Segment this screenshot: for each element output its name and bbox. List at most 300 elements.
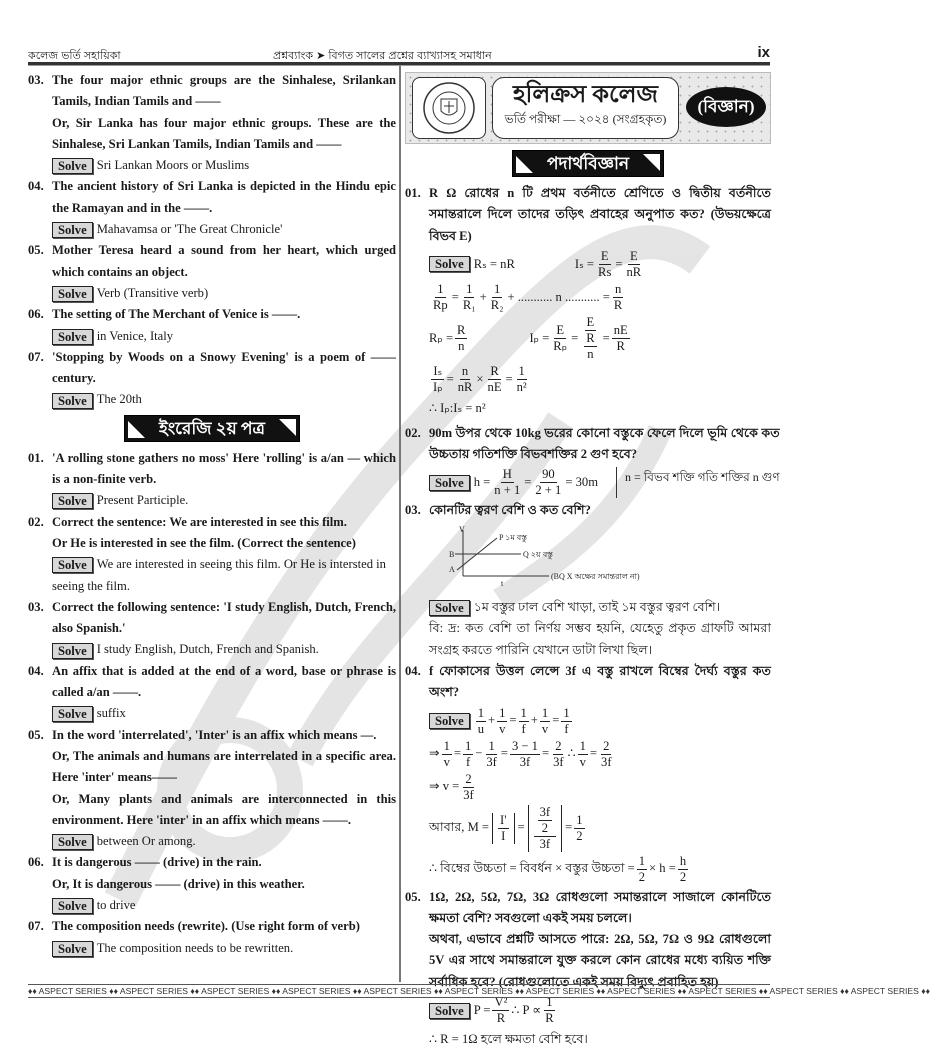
math-text: Rₚ = — [429, 330, 454, 345]
denominator — [515, 380, 529, 395]
math-text: I' — [500, 812, 507, 827]
fraction — [456, 364, 475, 395]
absolute-value — [492, 813, 514, 844]
math-text: 3 − 1 — [511, 738, 538, 753]
math-text: Rp — [433, 297, 448, 312]
math-text: f — [521, 721, 526, 736]
math-text: Rs — [598, 264, 612, 279]
denominator — [678, 870, 688, 885]
x-axis-label: t — [501, 578, 504, 588]
math-text: R — [616, 338, 625, 353]
math-text: = — [552, 713, 560, 728]
answer-text: in Venice, Italy — [96, 328, 174, 343]
math-text: = — [451, 289, 459, 304]
math-text: u — [477, 721, 484, 736]
question-number: 02. — [405, 425, 421, 440]
question — [28, 725, 396, 853]
math-text: 3f — [463, 787, 474, 802]
denominator — [543, 1011, 555, 1026]
math-text: Iₚ = — [529, 330, 550, 345]
numerator — [463, 739, 473, 755]
numerator — [538, 805, 553, 821]
math-text: + ........... n ........... = — [507, 289, 610, 304]
math-line — [429, 706, 771, 737]
math-text: I — [501, 828, 506, 843]
math-text: 2 — [679, 869, 687, 884]
math-text: Iₛ — [433, 363, 443, 378]
math-line — [429, 995, 771, 1026]
math-text: = — [615, 256, 623, 271]
denominator — [612, 298, 624, 313]
math-text: nR — [626, 264, 642, 279]
fraction — [540, 706, 550, 737]
numerator — [574, 813, 584, 829]
math-text: = — [517, 820, 525, 835]
numerator — [540, 706, 550, 722]
math-text: ⇒ — [429, 746, 440, 761]
question-body — [429, 423, 780, 501]
answer-line — [52, 639, 396, 660]
fraction — [534, 805, 557, 852]
math-text: R₂ — [490, 297, 504, 312]
math-text: n — [587, 346, 594, 361]
denominator — [476, 722, 486, 737]
solve-badge[interactable]: Solve — [52, 329, 93, 345]
point-a-label: A — [449, 564, 455, 574]
math-text: 2 — [603, 738, 610, 753]
footer-strip: ♦♦ ASPECT SERIES ♦♦ ASPECT SERIES ♦♦ ASPECT SERIES ♦♦ ASPECT SERIES ♦♦ ASPECT SERIES ♦♦ ASPECT SERIES ♦♦ ASPECT SERIES ♦♦ ASPECT SERIES ♦♦ ASPECT SERIES ♦♦ ASPECT SERIES ♦♦ ASPECT SERIES ♦♦ — [28, 986, 930, 996]
math-text: 1 — [520, 705, 527, 720]
college-name-box — [492, 77, 679, 139]
fraction — [637, 854, 647, 885]
question-body — [52, 240, 396, 304]
answer-text: between Or among. — [96, 834, 196, 849]
math-text: 2 + 1 — [535, 483, 562, 498]
solve-badge[interactable]: Solve — [429, 475, 470, 491]
fraction — [543, 995, 555, 1026]
denominator — [615, 339, 627, 354]
denominator — [492, 483, 522, 498]
math-line — [429, 772, 771, 803]
math-text: × h = — [649, 861, 676, 876]
numerator — [517, 364, 527, 380]
answer-text: Verb (Transitive verb) — [96, 285, 209, 300]
math-text: 2 — [465, 771, 472, 786]
denominator — [486, 380, 504, 395]
answer-text: Sri Lankan Moors or Muslims — [96, 158, 250, 173]
denominator — [484, 755, 499, 770]
question-number: 03. — [405, 503, 421, 518]
solve-badge[interactable]: Solve — [429, 1003, 470, 1019]
answer-line — [52, 490, 396, 511]
denominator — [533, 483, 563, 498]
math-text: 1 — [477, 705, 484, 720]
question-text: R Ω রোধের n টি প্রথম বর্তনীতে শ্রেণিতে ও দ্বিতীয় বর্তনীতে সমান্তরালে দিলে তাদের তড়িৎ প্রবাহের অনুপাত কত? (উভয়ক্ষেত্রে বিভব E) — [429, 186, 771, 243]
math-text: R — [457, 322, 466, 337]
question-text: The ancient history of Sri Lanka is depicted in the Hindu epic the Ramayan and in the ——. — [52, 179, 396, 215]
numerator — [599, 249, 611, 265]
numerator — [464, 282, 474, 298]
question-body — [52, 304, 396, 347]
denominator — [578, 755, 588, 770]
numerator — [435, 282, 445, 298]
question-text: Correct the sentence: We are interested in see this film. — [52, 514, 347, 529]
math-text: v — [541, 721, 549, 736]
numerator — [612, 323, 630, 339]
math-text: 1 — [576, 812, 583, 827]
math-text: nE — [487, 379, 502, 394]
question-body — [52, 448, 396, 512]
math-text: v — [579, 754, 586, 769]
stream-badge: (বিজ্ঞান) — [686, 87, 766, 127]
fraction — [596, 249, 613, 280]
math-text: = — [565, 820, 573, 835]
book-title: কলেজ ভর্তি সহায়িকা — [28, 50, 121, 62]
math-text: ∴ Iₚ:Iₛ = n² — [429, 401, 486, 416]
denominator — [540, 821, 550, 836]
math-text: 1 — [579, 738, 586, 753]
question-text: In the word 'interrelated', 'Inter' is an affix which means —. — [52, 727, 377, 742]
numerator — [540, 467, 557, 483]
exam-subtitle: ভর্তি পরীক্ষা — ২০২৪ (সংগ্রহকৃত) — [504, 112, 667, 126]
math-text: ∴ বিম্বের উচ্চতা = বিবর্ধন × বস্তুর উচ্চতা = — [429, 861, 635, 876]
math-text: ∴ — [567, 746, 576, 761]
numerator — [442, 739, 452, 755]
math-text: 1 — [488, 738, 495, 753]
question-body — [52, 512, 396, 597]
math-text: 2 — [638, 869, 646, 884]
question-text: কোনটির ত্বরণ বেশি ও কত বেশি? — [429, 503, 591, 518]
math-text: + — [530, 713, 538, 728]
math-text: H — [502, 467, 512, 482]
question — [405, 423, 780, 501]
fraction — [455, 323, 467, 354]
math-text: f — [564, 721, 569, 736]
math-text: 3f — [539, 836, 551, 851]
question-number: 04. — [28, 179, 44, 194]
subject-title: পদার্থবিজ্ঞান — [546, 153, 630, 173]
absolute-value — [528, 805, 563, 852]
denominator — [520, 722, 528, 737]
denominator — [562, 722, 570, 737]
fraction — [538, 805, 553, 836]
section-title: ইংরেজি ২য় পত্র — [158, 418, 265, 438]
math-text: Iₛ = — [574, 256, 595, 271]
page-number: ix — [757, 44, 770, 61]
subject-banner — [405, 150, 771, 177]
numerator — [519, 706, 529, 722]
math-text: 1 — [546, 995, 553, 1010]
banner-box — [124, 415, 300, 442]
math-text: R₁ — [462, 297, 476, 312]
math-text: = — [524, 475, 532, 490]
solve-badge[interactable]: Solve — [52, 493, 93, 509]
question — [28, 661, 396, 725]
solve-badge[interactable]: Solve — [52, 941, 93, 957]
question-number: 06. — [28, 307, 44, 322]
denominator — [456, 339, 466, 354]
math-text: = — [446, 371, 454, 386]
question — [28, 916, 396, 959]
denominator — [497, 722, 507, 737]
answer-text: Mahavamsa or 'The Great Chronicle' — [96, 222, 283, 237]
numerator — [553, 739, 563, 755]
answer-line — [52, 326, 396, 347]
math-text: V² — [494, 995, 508, 1010]
note-text: বি: দ্র: কত বেশি তা নির্ণয় সম্ভব হয়নি, যেহেতু প্রকৃত গ্রাফটি আমরা সংগ্রহ করতে পারিনি যেখানে ডাটা লিখা ছিল। — [429, 621, 771, 657]
fraction — [442, 739, 452, 770]
math-text: 3f — [519, 754, 531, 769]
solve-badge[interactable]: Solve — [52, 898, 93, 914]
question — [28, 852, 396, 916]
numerator — [492, 282, 502, 298]
fraction — [578, 739, 588, 770]
numerator — [497, 706, 507, 722]
fraction — [510, 739, 540, 770]
answer-line — [52, 155, 396, 176]
fraction — [461, 772, 476, 803]
question — [28, 347, 396, 411]
answer-line — [52, 831, 396, 852]
math-line — [429, 1028, 771, 1052]
math-text: v — [443, 754, 450, 769]
denominator — [551, 755, 566, 770]
question-number: 04. — [405, 663, 421, 678]
math-text: = — [505, 371, 513, 386]
fraction — [574, 813, 584, 844]
fraction — [489, 282, 506, 313]
numerator — [455, 323, 467, 339]
fraction — [612, 282, 624, 313]
math-text: ∴ R = 1Ω হলে ক্ষমতা বেশি হবে। — [429, 1032, 588, 1047]
math-text: 3f — [553, 754, 564, 769]
denominator — [538, 837, 553, 852]
math-text: h = — [473, 475, 491, 490]
fraction — [561, 706, 571, 737]
question-text: The composition needs (rewrite). (Use right form of verb) — [52, 919, 360, 934]
solve-badge[interactable]: Solve — [52, 222, 93, 238]
solve-badge[interactable]: Solve — [52, 393, 93, 409]
fraction — [519, 706, 529, 737]
denominator — [442, 755, 452, 770]
question-number: 03. — [28, 599, 44, 614]
fraction — [612, 323, 630, 354]
banner-corner-icon — [125, 416, 149, 441]
question-text: 90m উপর থেকে 10kg ভরের কোনো বস্তুকে ফেলে দিলে ভূমি থেকে কত উচ্চতায় গতিশক্তি বিভবশক্তির 2 গুণ হবে? — [429, 425, 780, 462]
solve-badge[interactable]: Solve — [52, 158, 93, 174]
question-text: Correct the following sentence: 'I study English, Dutch, French, also Spanish.' — [52, 599, 396, 636]
math-text: E — [600, 248, 609, 263]
question-body — [429, 661, 771, 887]
math-text: nR — [457, 379, 473, 394]
question-text: Or, It is dangerous —— (drive) in this weather. — [52, 876, 305, 891]
math-text: = — [509, 713, 517, 728]
answer-text: The 20th — [96, 392, 142, 407]
math-text: n + 1 — [494, 483, 521, 498]
numerator — [488, 364, 500, 380]
solve-badge[interactable]: Solve — [52, 643, 93, 659]
answer-line — [52, 895, 396, 916]
answer-text: ১ম বস্তুর ঢাল বেশি খাড়া, তাই ১ম বস্তুর ত্বরণ বেশি। — [473, 600, 721, 615]
college-seal-icon — [420, 81, 478, 135]
fraction — [484, 739, 499, 770]
math-text: R — [545, 1011, 554, 1026]
numerator — [584, 331, 596, 347]
question-body — [429, 887, 771, 1054]
math-text: n — [458, 338, 465, 353]
denominator — [431, 380, 445, 395]
math-text: = — [589, 746, 598, 761]
numerator — [510, 739, 540, 755]
question — [28, 448, 396, 512]
answer-line — [52, 554, 396, 597]
math-text: R — [490, 363, 499, 378]
question — [28, 240, 396, 304]
question-number: 04. — [28, 663, 44, 678]
numerator — [460, 364, 470, 380]
right-column — [405, 70, 780, 1054]
answer-line — [52, 938, 396, 959]
question-number: 05. — [405, 889, 421, 904]
math-text: P = — [473, 1002, 491, 1017]
math-text: 1 — [638, 853, 646, 868]
fraction — [624, 249, 643, 280]
denominator — [637, 870, 647, 885]
question-number: 01. — [28, 450, 44, 465]
math-text: E — [556, 322, 565, 337]
fraction — [580, 315, 600, 362]
math-text: − — [475, 746, 483, 761]
question-body — [52, 852, 396, 916]
fraction — [492, 467, 522, 498]
math-line — [429, 249, 771, 280]
question-text: Or, Sir Lanka has four major ethnic groups. These are the Sinhalese, Sri Lankan Tamils, Indian Tamils and —— — [52, 115, 396, 151]
answer-text: suffix — [96, 706, 126, 721]
math-text: R — [613, 297, 623, 312]
question-text: অথবা, এভাবে প্রশ্নটি আসতে পারে: 2Ω, 5Ω, 7Ω ও 9Ω রোধগুলো 5V এর সাথে সমান্তরালে যুক্ত করলে কোন রোধের মধ্যে ব্যয়িত শক্তি সর্বাধিক হবে? (রোধগুলোতে একই সময় বিদ্যুৎ প্রবাহিত হয়) — [429, 932, 771, 989]
answer-text: to drive — [96, 897, 136, 912]
question — [28, 304, 396, 347]
denominator — [540, 722, 550, 737]
numerator — [678, 854, 688, 870]
math-text: R — [586, 330, 595, 345]
denominator — [585, 347, 595, 362]
question-text: Or, The animals and humans are interrelated in a specific area. Here 'inter' means—— — [52, 748, 396, 785]
numerator — [585, 315, 597, 331]
numerator — [613, 282, 623, 298]
question-text: Or, Many plants and animals are interconnected in this environment. Here 'inter' in an affix which means ——. — [52, 791, 396, 827]
numerator — [463, 772, 473, 788]
question — [405, 183, 771, 423]
denominator — [489, 298, 506, 313]
solve-badge[interactable]: Solve — [429, 256, 470, 272]
velocity-time-graph — [449, 524, 679, 588]
college-banner — [405, 72, 771, 144]
question-number: 05. — [28, 727, 44, 742]
fraction — [551, 323, 569, 354]
side-note: n = বিভব শক্তি গতি শক্তির n গুণ — [616, 467, 780, 498]
question-text: f ফোকাসের উত্তল লেন্সে 3f এ বস্তু রাখলে বিম্বের দৈর্ঘ্য বস্তুর কত অংশ? — [429, 663, 771, 700]
numerator — [486, 739, 496, 755]
question-text: The four major ethnic groups are the Sinhalese, Srilankan Tamils, Indian Tamils and —— — [52, 73, 396, 109]
math-text: 2 — [576, 828, 583, 843]
question-number: 03. — [28, 73, 44, 87]
denominator — [461, 788, 476, 803]
fraction — [498, 813, 508, 844]
question-number: 02. — [28, 514, 44, 529]
denominator — [464, 755, 472, 770]
question-text: The setting of The Merchant of Venice is ——. — [52, 307, 301, 322]
left-column — [28, 70, 396, 959]
math-text: 2 — [555, 738, 562, 753]
solve-badge[interactable]: Solve — [429, 713, 470, 729]
numerator — [498, 813, 508, 829]
solve-badge[interactable]: Solve — [52, 286, 93, 302]
numerator — [431, 364, 444, 380]
column-divider — [399, 66, 401, 982]
solve-badge[interactable]: Solve — [52, 706, 93, 722]
solve-badge[interactable]: Solve — [429, 600, 470, 616]
denominator — [599, 755, 614, 770]
math-text: 1 — [518, 363, 525, 378]
math-text: 2 — [541, 820, 548, 835]
math-text: n — [614, 281, 622, 296]
fraction — [678, 854, 688, 885]
answer-text: Present Participle. — [96, 493, 189, 508]
denominator — [518, 755, 533, 770]
math-text: + — [479, 289, 487, 304]
question-text: An affix that is added at the end of a word, base or phrase is called a/an ——. — [52, 663, 396, 700]
math-text: 1 — [499, 705, 506, 720]
answer-text: The composition needs to be rewritten. — [96, 940, 294, 955]
solve-badge[interactable]: Solve — [52, 834, 93, 850]
math-text: R — [496, 1011, 506, 1026]
line-p-label: P ১ম বস্তু — [499, 532, 527, 542]
math-line — [429, 282, 771, 313]
math-text: Rₚ — [553, 338, 568, 353]
math-text: 1 — [437, 281, 444, 296]
math-text: n² — [516, 379, 527, 394]
point-b-label: B — [449, 549, 455, 559]
question-body — [52, 347, 396, 411]
question-text: Mother Teresa heard a sound from her heart, which urged which contains an object. — [52, 243, 396, 279]
fraction — [431, 282, 450, 313]
solve-badge[interactable]: Solve — [52, 557, 93, 573]
math-text: 3f — [486, 754, 497, 769]
banner-corner-icon — [513, 151, 537, 176]
banner-corner-icon — [639, 151, 663, 176]
numerator — [601, 739, 611, 755]
numerator — [637, 854, 647, 870]
numerator — [554, 323, 566, 339]
fraction — [533, 467, 563, 498]
math-text: 1 — [443, 738, 450, 753]
answer-line — [52, 703, 396, 724]
math-line — [429, 854, 771, 885]
math-text: nE — [613, 322, 628, 337]
math-text: E — [629, 248, 638, 263]
denominator — [580, 331, 600, 362]
math-text: Iₚ — [433, 379, 443, 394]
denominator — [461, 298, 478, 313]
math-line — [429, 739, 771, 770]
question-body — [52, 176, 396, 240]
question — [28, 70, 396, 176]
fraction — [584, 331, 596, 362]
question — [405, 661, 771, 887]
question-body — [52, 70, 396, 176]
math-text: = — [571, 330, 579, 345]
